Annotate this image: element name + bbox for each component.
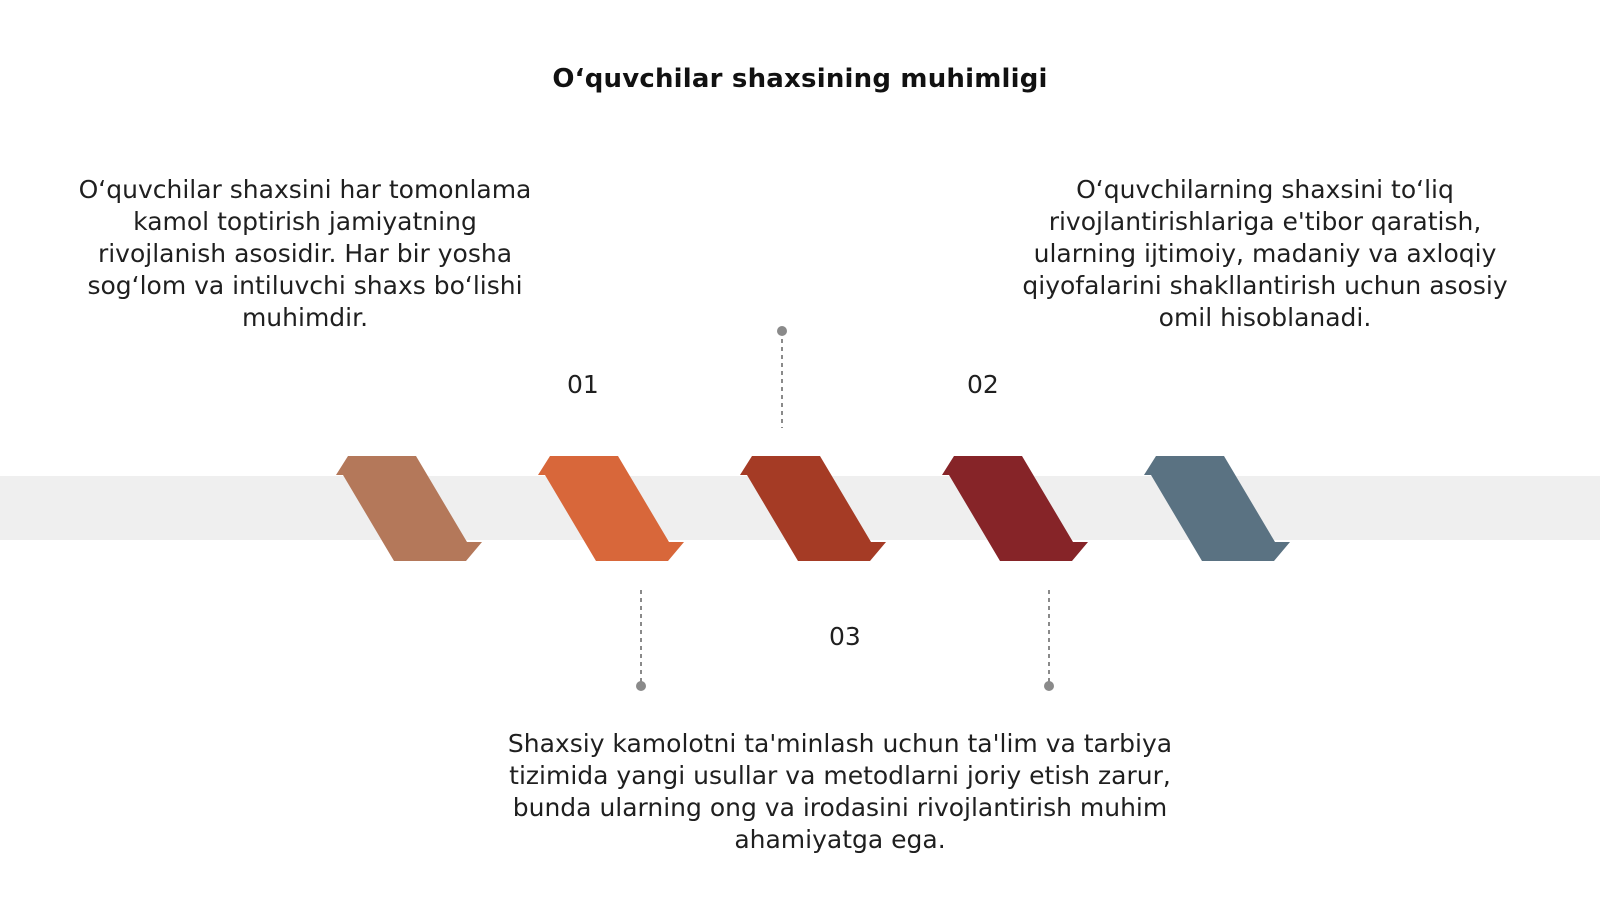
text-block-01: O‘quvchilar shaxsini har tomonlama kamol toptirish jamiyatning rivojlanish asosidir. Har bir yosha sog‘lom va intiluvchi shaxs bo‘lishi muhimdir. — [78, 175, 532, 332]
step-number-03: 03 — [829, 622, 861, 651]
step-number-02: 02 — [967, 370, 999, 399]
timeline-shape-2 — [538, 456, 684, 561]
step-number-01: 01 — [567, 370, 599, 399]
timeline-shape-5 — [1144, 456, 1290, 561]
page-title: O‘quvchilar shaxsining muhimligi — [552, 64, 1048, 94]
text-block-03: Shaxsiy kamolotni ta'minlash uchun ta'lim va tarbiya tizimida yangi usullar va metodlarni joriy etish zarur, bunda ularning ong va irodasini rivojlantirish muhim ahamiyatga ega. — [507, 729, 1173, 854]
timeline-shape-3 — [740, 456, 886, 561]
connector-top — [777, 326, 787, 428]
connector-bottom-left — [636, 590, 646, 691]
timeline-shape-1 — [336, 456, 482, 561]
timeline-shape-4 — [942, 456, 1088, 561]
text-block-02: O‘quvchilarning shaxsini to‘liq rivojlantirishlariga e'tibor qaratish, ularning ijtimoiy, madaniy va axloqiy qiyofalarini shakllantirish uchun asosiy omil hisoblanadi. — [1022, 175, 1508, 332]
connector-bottom-right — [1044, 590, 1054, 691]
